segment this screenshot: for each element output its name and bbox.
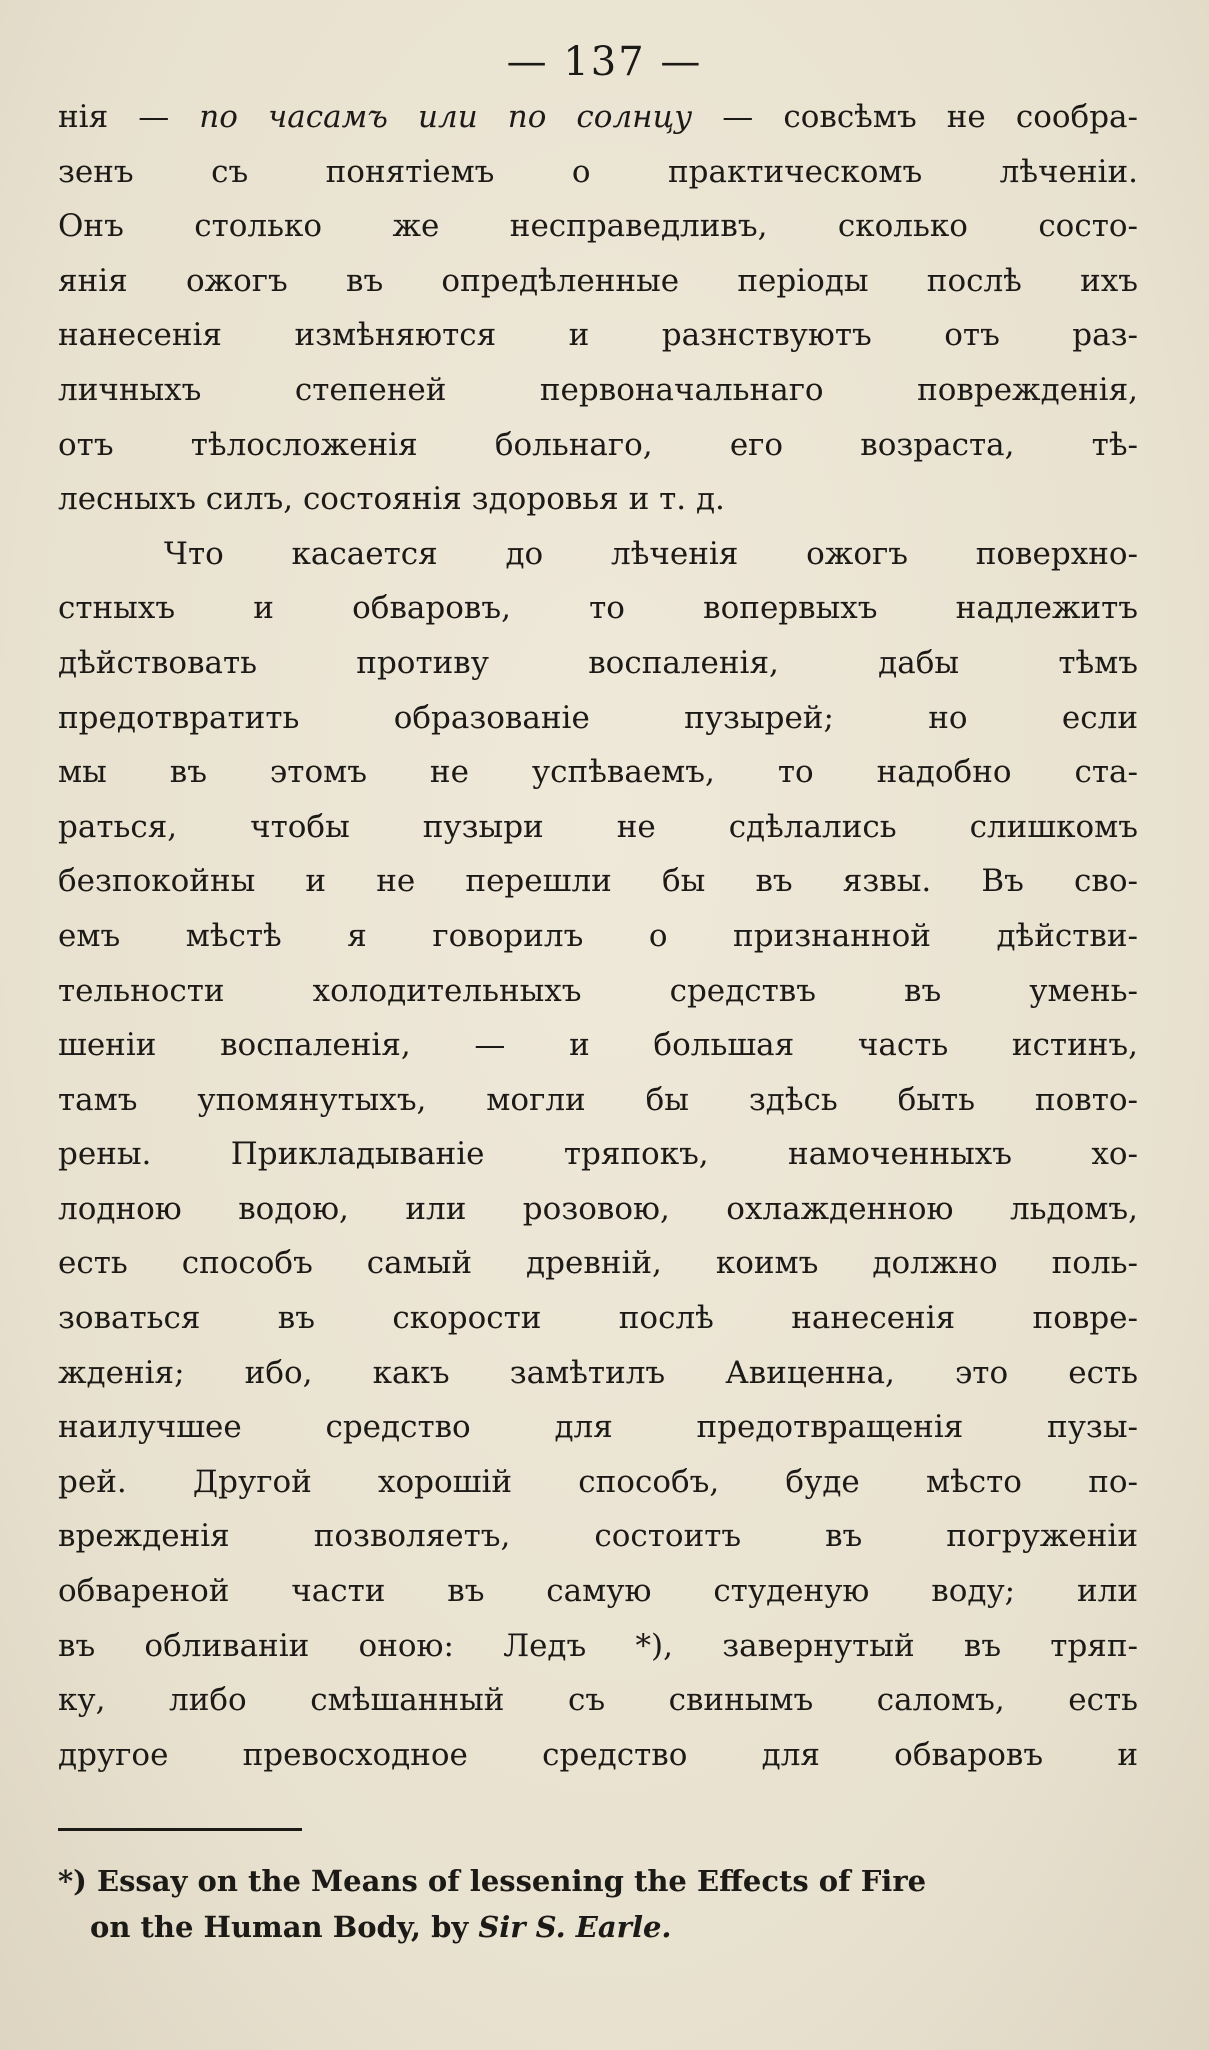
paragraph-1 xyxy=(58,90,1138,527)
text-line: въ обливаніи оною: Ледъ *), завернутый въ тряп- xyxy=(58,1627,1138,1664)
text-line: врежденія позволяетъ, состоитъ въ погруженіи xyxy=(58,1518,1138,1555)
footnote-text-cont: on the Human Body, by xyxy=(90,1910,479,1944)
footnote-line xyxy=(58,1858,1138,1904)
text-line: рей. Другой хорошій способъ, буде мѣсто по- xyxy=(58,1463,1138,1500)
footnote xyxy=(58,1858,1138,1950)
text-line: емъ мѣстѣ я говорилъ о признанной дѣйстви- xyxy=(58,917,1138,954)
text-line: безпокойны и не перешли бы въ язвы. Въ сво- xyxy=(58,863,1138,900)
text-line: тамъ упомянутыхъ, могли бы здѣсь быть повто- xyxy=(58,1081,1138,1118)
body-text xyxy=(58,90,1138,1782)
text-line: нанесенія измѣняются и разнствуютъ отъ раз- xyxy=(58,317,1138,354)
text-line: янія ожогъ въ опредѣленные періоды послѣ ихъ xyxy=(58,262,1138,299)
text-line: стныхъ и обваровъ, то вопервыхъ надлежитъ xyxy=(58,590,1138,627)
text-line: рены. Прикладываніе тряпокъ, намоченныхъ хо- xyxy=(58,1136,1138,1173)
paragraph-2 xyxy=(58,527,1138,1783)
footnote-marker: *) xyxy=(58,1864,87,1898)
text-line: личныхъ степеней первоначальнаго поврежденія, xyxy=(58,371,1138,408)
text-line: лесныхъ силъ, состоянія здоровья и т. д. xyxy=(58,481,725,518)
text-line: другое превосходное средство для обваровъ и xyxy=(58,1736,1138,1773)
text-line: отъ тѣлосложенія больнаго, его возраста, тѣ- xyxy=(58,426,1138,463)
footnote-author: Sir S. Earle. xyxy=(478,1910,672,1944)
text-line: тельности холодительныхъ средствъ въ умень- xyxy=(58,972,1138,1009)
text-line: наилучшее средство для предотвращенія пузы- xyxy=(58,1409,1138,1446)
text-line: шеніи воспаленія, — и большая часть истинъ, xyxy=(58,1027,1138,1064)
footnote-rule xyxy=(58,1828,302,1831)
text-line: раться, чтобы пузыри не сдѣлались слишкомъ xyxy=(58,808,1138,845)
footnote-text: Essay on the Means of lessening the Effects of Fire xyxy=(97,1864,927,1898)
text-line: обвареной части въ самую студеную воду; или xyxy=(58,1573,1138,1610)
text-line: ку, либо смѣшанный съ свинымъ саломъ, есть xyxy=(58,1682,1138,1719)
page-number: — 137 — xyxy=(506,39,703,85)
text-line: предотвратить образованіе пузырей; но если xyxy=(58,699,1138,736)
text-line: зоваться въ скорости послѣ нанесенія повре- xyxy=(58,1300,1138,1337)
footnote-line xyxy=(58,1904,1138,1950)
text-line: жденія; ибо, какъ замѣтилъ Авиценна, это есть xyxy=(58,1354,1138,1391)
text-line: лодною водою, или розовою, охлажденною льдомъ, xyxy=(58,1190,1138,1227)
text-line: Что касается до лѣченія ожогъ поверхно- xyxy=(164,535,1138,572)
text-line: есть способъ самый древній, коимъ должно поль- xyxy=(58,1245,1138,1282)
text-line: дѣйствовать противу воспаленія, дабы тѣмъ xyxy=(58,644,1138,681)
emphasis: по часамъ или по солнцу xyxy=(199,99,693,135)
text-line: Онъ столько же несправедливъ, сколько состо- xyxy=(58,208,1138,245)
text-line: нія — по часамъ или по солнцу — совсѣмъ не сообра- xyxy=(58,99,1138,135)
text-line: зенъ съ понятіемъ о практическомъ лѣченіи. xyxy=(58,153,1138,190)
text-line: мы въ этомъ не успѣваемъ, то надобно ста- xyxy=(58,754,1138,791)
